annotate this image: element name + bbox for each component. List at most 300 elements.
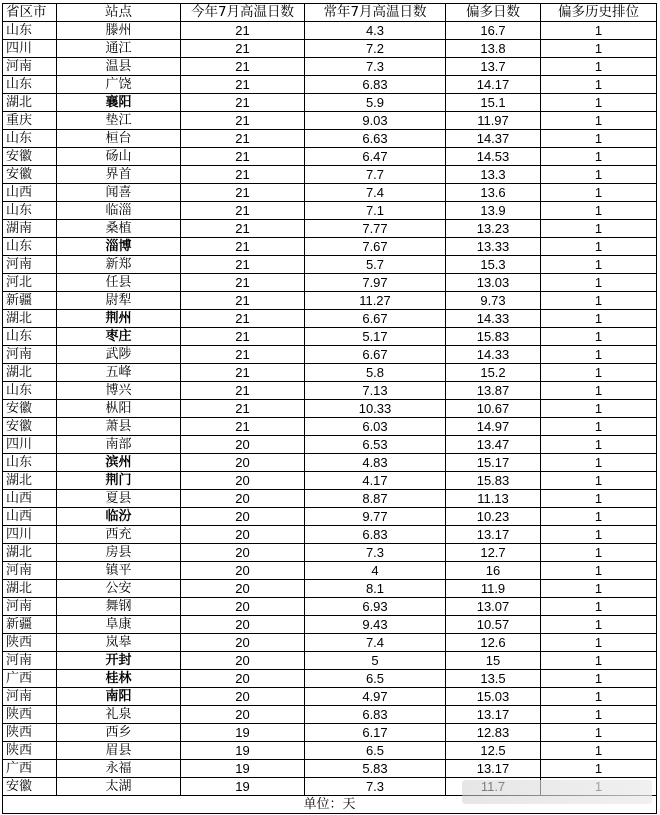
table-row xyxy=(3,652,657,670)
historical-rank-cell: 1 xyxy=(541,436,657,454)
historical-rank-cell: 1 xyxy=(541,346,657,364)
province-cell: 重庆 xyxy=(3,112,57,130)
excess-days-cell: 12.83 xyxy=(446,724,541,742)
station-cell: 西乡 xyxy=(57,724,181,742)
table-row xyxy=(3,148,657,166)
station-cell: 广饶 xyxy=(57,76,181,94)
this-year-days-cell: 21 xyxy=(181,274,305,292)
excess-days-cell: 13.9 xyxy=(446,202,541,220)
historical-rank-cell: 1 xyxy=(541,634,657,652)
station-cell: 眉县 xyxy=(57,742,181,760)
station-cell: 南阳 xyxy=(57,688,181,706)
station-cell: 西充 xyxy=(57,526,181,544)
this-year-days-cell: 21 xyxy=(181,256,305,274)
province-cell: 四川 xyxy=(3,40,57,58)
this-year-days-cell: 20 xyxy=(181,688,305,706)
column-header-this-year-days: 今年7月高温日数 xyxy=(181,4,305,22)
province-cell: 河南 xyxy=(3,58,57,76)
header-row xyxy=(3,4,657,22)
excess-days-cell: 13.17 xyxy=(446,706,541,724)
province-cell: 四川 xyxy=(3,436,57,454)
historical-rank-cell: 1 xyxy=(541,220,657,238)
station-cell: 武陟 xyxy=(57,346,181,364)
data-sheet xyxy=(2,3,656,814)
excess-days-cell: 14.17 xyxy=(446,76,541,94)
this-year-days-cell: 21 xyxy=(181,148,305,166)
table-row xyxy=(3,202,657,220)
station-cell: 桂林 xyxy=(57,670,181,688)
table-row xyxy=(3,346,657,364)
this-year-days-cell: 21 xyxy=(181,58,305,76)
normal-days-cell: 7.1 xyxy=(305,202,446,220)
province-cell: 河南 xyxy=(3,652,57,670)
excess-days-cell: 13.5 xyxy=(446,670,541,688)
normal-days-cell: 9.03 xyxy=(305,112,446,130)
table-row xyxy=(3,256,657,274)
normal-days-cell: 6.67 xyxy=(305,310,446,328)
this-year-days-cell: 20 xyxy=(181,508,305,526)
normal-days-cell: 4.17 xyxy=(305,472,446,490)
normal-days-cell: 6.67 xyxy=(305,346,446,364)
historical-rank-cell: 1 xyxy=(541,562,657,580)
normal-days-cell: 4.83 xyxy=(305,454,446,472)
station-cell: 桓台 xyxy=(57,130,181,148)
station-cell: 荆州 xyxy=(57,310,181,328)
normal-days-cell: 8.1 xyxy=(305,580,446,598)
normal-days-cell: 8.87 xyxy=(305,490,446,508)
table-row xyxy=(3,634,657,652)
excess-days-cell: 13.3 xyxy=(446,166,541,184)
historical-rank-cell: 1 xyxy=(541,400,657,418)
historical-rank-cell: 1 xyxy=(541,706,657,724)
table-row xyxy=(3,292,657,310)
normal-days-cell: 6.83 xyxy=(305,76,446,94)
this-year-days-cell: 20 xyxy=(181,544,305,562)
station-cell: 荆门 xyxy=(57,472,181,490)
normal-days-cell: 7.3 xyxy=(305,778,446,796)
province-cell: 湖北 xyxy=(3,544,57,562)
this-year-days-cell: 21 xyxy=(181,364,305,382)
station-cell: 礼泉 xyxy=(57,706,181,724)
excess-days-cell: 13.87 xyxy=(446,382,541,400)
province-cell: 山东 xyxy=(3,328,57,346)
province-cell: 山东 xyxy=(3,130,57,148)
this-year-days-cell: 21 xyxy=(181,202,305,220)
this-year-days-cell: 21 xyxy=(181,166,305,184)
normal-days-cell: 6.5 xyxy=(305,670,446,688)
table-row xyxy=(3,742,657,760)
this-year-days-cell: 20 xyxy=(181,616,305,634)
excess-days-cell: 11.9 xyxy=(446,580,541,598)
table-row xyxy=(3,724,657,742)
historical-rank-cell: 1 xyxy=(541,364,657,382)
excess-days-cell: 15.1 xyxy=(446,94,541,112)
station-cell: 砀山 xyxy=(57,148,181,166)
excess-days-cell: 12.7 xyxy=(446,544,541,562)
station-cell: 桑植 xyxy=(57,220,181,238)
this-year-days-cell: 20 xyxy=(181,670,305,688)
normal-days-cell: 7.4 xyxy=(305,634,446,652)
province-cell: 广西 xyxy=(3,670,57,688)
station-cell: 温县 xyxy=(57,58,181,76)
this-year-days-cell: 21 xyxy=(181,310,305,328)
station-cell: 萧县 xyxy=(57,418,181,436)
province-cell: 河南 xyxy=(3,598,57,616)
watermark-overlay xyxy=(462,780,652,804)
province-cell: 陕西 xyxy=(3,706,57,724)
table-row xyxy=(3,688,657,706)
table-row xyxy=(3,22,657,40)
province-cell: 安徽 xyxy=(3,778,57,796)
table-row xyxy=(3,382,657,400)
this-year-days-cell: 21 xyxy=(181,130,305,148)
normal-days-cell: 6.17 xyxy=(305,724,446,742)
province-cell: 四川 xyxy=(3,526,57,544)
province-cell: 河南 xyxy=(3,562,57,580)
normal-days-cell: 6.03 xyxy=(305,418,446,436)
station-cell: 临淄 xyxy=(57,202,181,220)
this-year-days-cell: 20 xyxy=(181,652,305,670)
province-cell: 山东 xyxy=(3,22,57,40)
historical-rank-cell: 1 xyxy=(541,454,657,472)
excess-days-cell: 15 xyxy=(446,652,541,670)
province-cell: 山东 xyxy=(3,202,57,220)
excess-days-cell: 13.7 xyxy=(446,58,541,76)
province-cell: 湖北 xyxy=(3,580,57,598)
historical-rank-cell: 1 xyxy=(541,238,657,256)
normal-days-cell: 4 xyxy=(305,562,446,580)
normal-days-cell: 5.8 xyxy=(305,364,446,382)
table-row xyxy=(3,508,657,526)
table-row xyxy=(3,544,657,562)
historical-rank-cell: 1 xyxy=(541,310,657,328)
column-header-station: 站点 xyxy=(57,4,181,22)
station-cell: 临汾 xyxy=(57,508,181,526)
excess-days-cell: 10.23 xyxy=(446,508,541,526)
table-row xyxy=(3,454,657,472)
this-year-days-cell: 20 xyxy=(181,634,305,652)
station-cell: 阜康 xyxy=(57,616,181,634)
normal-days-cell: 4.97 xyxy=(305,688,446,706)
historical-rank-cell: 1 xyxy=(541,688,657,706)
excess-days-cell: 13.17 xyxy=(446,760,541,778)
normal-days-cell: 9.43 xyxy=(305,616,446,634)
excess-days-cell: 15.2 xyxy=(446,364,541,382)
historical-rank-cell: 1 xyxy=(541,580,657,598)
table-row xyxy=(3,760,657,778)
province-cell: 山西 xyxy=(3,184,57,202)
historical-rank-cell: 1 xyxy=(541,130,657,148)
province-cell: 湖北 xyxy=(3,310,57,328)
table-row xyxy=(3,310,657,328)
normal-days-cell: 6.83 xyxy=(305,526,446,544)
table-row xyxy=(3,598,657,616)
province-cell: 安徽 xyxy=(3,418,57,436)
station-cell: 枣庄 xyxy=(57,328,181,346)
table-row xyxy=(3,490,657,508)
excess-days-cell: 13.07 xyxy=(446,598,541,616)
historical-rank-cell: 1 xyxy=(541,724,657,742)
province-cell: 陕西 xyxy=(3,742,57,760)
historical-rank-cell: 1 xyxy=(541,616,657,634)
province-cell: 山东 xyxy=(3,76,57,94)
excess-days-cell: 14.33 xyxy=(446,310,541,328)
province-cell: 新疆 xyxy=(3,616,57,634)
province-cell: 湖南 xyxy=(3,220,57,238)
excess-days-cell: 12.5 xyxy=(446,742,541,760)
table-row xyxy=(3,526,657,544)
this-year-days-cell: 20 xyxy=(181,526,305,544)
normal-days-cell: 7.67 xyxy=(305,238,446,256)
excess-days-cell: 13.03 xyxy=(446,274,541,292)
normal-days-cell: 7.77 xyxy=(305,220,446,238)
excess-days-cell: 14.33 xyxy=(446,346,541,364)
station-cell: 南部 xyxy=(57,436,181,454)
excess-days-cell: 13.8 xyxy=(446,40,541,58)
province-cell: 湖北 xyxy=(3,472,57,490)
province-cell: 安徽 xyxy=(3,148,57,166)
province-cell: 河北 xyxy=(3,274,57,292)
station-cell: 尉犁 xyxy=(57,292,181,310)
this-year-days-cell: 21 xyxy=(181,94,305,112)
this-year-days-cell: 20 xyxy=(181,706,305,724)
normal-days-cell: 7.3 xyxy=(305,544,446,562)
excess-days-cell: 9.73 xyxy=(446,292,541,310)
excess-days-cell: 15.03 xyxy=(446,688,541,706)
table-row xyxy=(3,58,657,76)
high-temperature-table xyxy=(2,3,657,814)
excess-days-cell: 13.47 xyxy=(446,436,541,454)
excess-days-cell: 15.83 xyxy=(446,472,541,490)
table-row xyxy=(3,616,657,634)
this-year-days-cell: 20 xyxy=(181,580,305,598)
normal-days-cell: 7.7 xyxy=(305,166,446,184)
table-row xyxy=(3,670,657,688)
station-cell: 淄博 xyxy=(57,238,181,256)
this-year-days-cell: 21 xyxy=(181,220,305,238)
table-row xyxy=(3,220,657,238)
column-header-excess-days: 偏多日数 xyxy=(446,4,541,22)
station-cell: 枞阳 xyxy=(57,400,181,418)
province-cell: 山西 xyxy=(3,508,57,526)
normal-days-cell: 5.9 xyxy=(305,94,446,112)
station-cell: 永福 xyxy=(57,760,181,778)
normal-days-cell: 7.3 xyxy=(305,58,446,76)
province-cell: 湖北 xyxy=(3,94,57,112)
excess-days-cell: 13.33 xyxy=(446,238,541,256)
unit-note: 单位：天 xyxy=(3,796,657,814)
station-cell: 五峰 xyxy=(57,364,181,382)
station-cell: 开封 xyxy=(57,652,181,670)
historical-rank-cell: 1 xyxy=(541,670,657,688)
this-year-days-cell: 21 xyxy=(181,292,305,310)
historical-rank-cell: 1 xyxy=(541,166,657,184)
normal-days-cell: 4.3 xyxy=(305,22,446,40)
historical-rank-cell: 1 xyxy=(541,526,657,544)
normal-days-cell: 7.13 xyxy=(305,382,446,400)
historical-rank-cell: 1 xyxy=(541,508,657,526)
this-year-days-cell: 20 xyxy=(181,598,305,616)
table-row xyxy=(3,130,657,148)
table-row xyxy=(3,400,657,418)
province-cell: 安徽 xyxy=(3,166,57,184)
normal-days-cell: 7.97 xyxy=(305,274,446,292)
table-row xyxy=(3,274,657,292)
normal-days-cell: 6.83 xyxy=(305,706,446,724)
normal-days-cell: 6.5 xyxy=(305,742,446,760)
column-header-province: 省区市 xyxy=(3,4,57,22)
province-cell: 安徽 xyxy=(3,400,57,418)
historical-rank-cell: 1 xyxy=(541,598,657,616)
excess-days-cell: 15.83 xyxy=(446,328,541,346)
table-row xyxy=(3,706,657,724)
station-cell: 任县 xyxy=(57,274,181,292)
normal-days-cell: 6.47 xyxy=(305,148,446,166)
this-year-days-cell: 19 xyxy=(181,760,305,778)
column-header-historical-rank: 偏多历史排位 xyxy=(541,4,657,22)
station-cell: 通江 xyxy=(57,40,181,58)
historical-rank-cell: 1 xyxy=(541,112,657,130)
historical-rank-cell: 1 xyxy=(541,490,657,508)
station-cell: 滨州 xyxy=(57,454,181,472)
table-row xyxy=(3,436,657,454)
normal-days-cell: 10.33 xyxy=(305,400,446,418)
table-row xyxy=(3,94,657,112)
province-cell: 山东 xyxy=(3,454,57,472)
historical-rank-cell: 1 xyxy=(541,76,657,94)
this-year-days-cell: 21 xyxy=(181,22,305,40)
historical-rank-cell: 1 xyxy=(541,472,657,490)
this-year-days-cell: 21 xyxy=(181,382,305,400)
excess-days-cell: 11.97 xyxy=(446,112,541,130)
normal-days-cell: 7.4 xyxy=(305,184,446,202)
normal-days-cell: 6.93 xyxy=(305,598,446,616)
this-year-days-cell: 21 xyxy=(181,112,305,130)
excess-days-cell: 14.97 xyxy=(446,418,541,436)
station-cell: 界首 xyxy=(57,166,181,184)
normal-days-cell: 6.63 xyxy=(305,130,446,148)
this-year-days-cell: 20 xyxy=(181,436,305,454)
station-cell: 岚皋 xyxy=(57,634,181,652)
normal-days-cell: 5 xyxy=(305,652,446,670)
station-cell: 房县 xyxy=(57,544,181,562)
historical-rank-cell: 1 xyxy=(541,742,657,760)
historical-rank-cell: 1 xyxy=(541,418,657,436)
normal-days-cell: 9.77 xyxy=(305,508,446,526)
column-header-normal-days: 常年7月高温日数 xyxy=(305,4,446,22)
table-body xyxy=(3,22,657,796)
excess-days-cell: 15.17 xyxy=(446,454,541,472)
this-year-days-cell: 21 xyxy=(181,238,305,256)
province-cell: 广西 xyxy=(3,760,57,778)
excess-days-cell: 16.7 xyxy=(446,22,541,40)
station-cell: 博兴 xyxy=(57,382,181,400)
province-cell: 山东 xyxy=(3,382,57,400)
table-row xyxy=(3,238,657,256)
excess-days-cell: 10.67 xyxy=(446,400,541,418)
station-cell: 镇平 xyxy=(57,562,181,580)
normal-days-cell: 5.17 xyxy=(305,328,446,346)
table-row xyxy=(3,364,657,382)
table-row xyxy=(3,472,657,490)
excess-days-cell: 13.23 xyxy=(446,220,541,238)
historical-rank-cell: 1 xyxy=(541,22,657,40)
province-cell: 陕西 xyxy=(3,634,57,652)
excess-days-cell: 11.13 xyxy=(446,490,541,508)
this-year-days-cell: 19 xyxy=(181,742,305,760)
normal-days-cell: 6.53 xyxy=(305,436,446,454)
table-row xyxy=(3,166,657,184)
this-year-days-cell: 21 xyxy=(181,76,305,94)
this-year-days-cell: 21 xyxy=(181,418,305,436)
historical-rank-cell: 1 xyxy=(541,652,657,670)
this-year-days-cell: 20 xyxy=(181,472,305,490)
historical-rank-cell: 1 xyxy=(541,202,657,220)
this-year-days-cell: 20 xyxy=(181,562,305,580)
normal-days-cell: 5.83 xyxy=(305,760,446,778)
historical-rank-cell: 1 xyxy=(541,256,657,274)
historical-rank-cell: 1 xyxy=(541,544,657,562)
historical-rank-cell: 1 xyxy=(541,58,657,76)
province-cell: 河南 xyxy=(3,346,57,364)
this-year-days-cell: 19 xyxy=(181,778,305,796)
historical-rank-cell: 1 xyxy=(541,760,657,778)
excess-days-cell: 13.17 xyxy=(446,526,541,544)
this-year-days-cell: 21 xyxy=(181,184,305,202)
excess-days-cell: 12.6 xyxy=(446,634,541,652)
this-year-days-cell: 19 xyxy=(181,724,305,742)
province-cell: 河南 xyxy=(3,688,57,706)
historical-rank-cell: 1 xyxy=(541,328,657,346)
station-cell: 太湖 xyxy=(57,778,181,796)
excess-days-cell: 10.57 xyxy=(446,616,541,634)
historical-rank-cell: 1 xyxy=(541,274,657,292)
this-year-days-cell: 20 xyxy=(181,490,305,508)
province-cell: 新疆 xyxy=(3,292,57,310)
normal-days-cell: 11.27 xyxy=(305,292,446,310)
this-year-days-cell: 20 xyxy=(181,454,305,472)
normal-days-cell: 7.2 xyxy=(305,40,446,58)
excess-days-cell: 15.3 xyxy=(446,256,541,274)
table-row xyxy=(3,328,657,346)
excess-days-cell: 13.6 xyxy=(446,184,541,202)
table-row xyxy=(3,112,657,130)
table-row xyxy=(3,40,657,58)
historical-rank-cell: 1 xyxy=(541,148,657,166)
province-cell: 湖北 xyxy=(3,364,57,382)
this-year-days-cell: 21 xyxy=(181,328,305,346)
this-year-days-cell: 21 xyxy=(181,400,305,418)
historical-rank-cell: 1 xyxy=(541,40,657,58)
table-row xyxy=(3,76,657,94)
province-cell: 河南 xyxy=(3,256,57,274)
table-row xyxy=(3,562,657,580)
station-cell: 滕州 xyxy=(57,22,181,40)
excess-days-cell: 14.37 xyxy=(446,130,541,148)
province-cell: 山西 xyxy=(3,490,57,508)
station-cell: 新郑 xyxy=(57,256,181,274)
table-row xyxy=(3,580,657,598)
province-cell: 陕西 xyxy=(3,724,57,742)
station-cell: 闻喜 xyxy=(57,184,181,202)
historical-rank-cell: 1 xyxy=(541,382,657,400)
station-cell: 公安 xyxy=(57,580,181,598)
this-year-days-cell: 21 xyxy=(181,40,305,58)
station-cell: 垫江 xyxy=(57,112,181,130)
table-row xyxy=(3,184,657,202)
province-cell: 山东 xyxy=(3,238,57,256)
excess-days-cell: 16 xyxy=(446,562,541,580)
